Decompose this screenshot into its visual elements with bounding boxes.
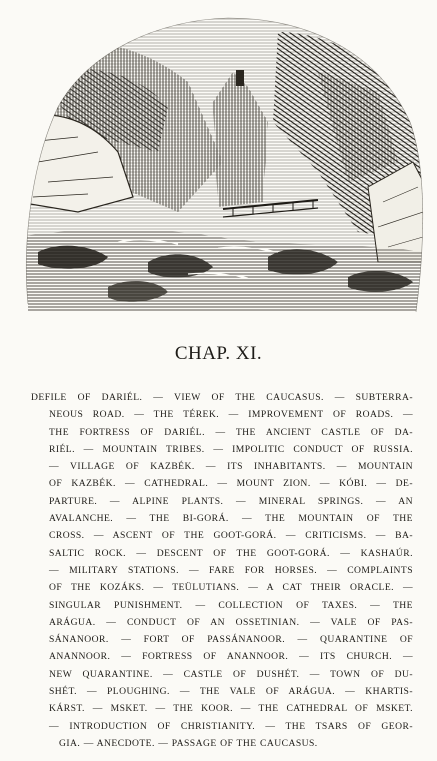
- summary-line: AVALANCHE. — THE BI-GORÁ. — THE MOUNTAIN OF THE: [49, 513, 413, 525]
- summary-line: OF KAZBÉK. — CATHEDRAL. — MOUNT ZION. — KÓBI. — DE-: [49, 478, 413, 490]
- summary-line: SALTIC ROCK. — DESCENT OF THE GOOT-GORÁ. — KASHAÚR.: [49, 547, 413, 559]
- summary-line: NEW QUARANTINE. — CASTLE OF DUSHÉT. — TOWN OF DU-: [49, 668, 413, 680]
- mountain-gorge-engraving: [18, 12, 426, 326]
- summary-line: SHÉT. — PLOUGHING. — THE VALE OF ARÁGUA. — KHARTIS-: [49, 686, 413, 698]
- summary-line: SINGULAR PUNISHMENT. — COLLECTION OF TAXES. — THE: [49, 599, 413, 611]
- summary-line: GIA. — ANECDOTE. — PASSAGE OF THE CAUCASUS.: [59, 737, 318, 749]
- summary-line: — VILLAGE OF KAZBÉK. — ITS INHABITANTS. — MOUNTAIN: [49, 461, 413, 473]
- summary-line: ANANNOOR. — FORTRESS OF ANANNOOR. — ITS CHURCH. —: [49, 651, 413, 663]
- summary-line: CROSS. — ASCENT OF THE GOOT-GORÁ. — CRITICISMS. — BA-: [49, 530, 413, 542]
- summary-line: RIÉL. — MOUNTAIN TRIBES. — IMPOLITIC CONDUCT OF RUSSIA.: [49, 443, 413, 455]
- summary-line: ARÁGUA. — CONDUCT OF AN OSSETINIAN. — VALE OF PAS-: [49, 616, 413, 628]
- summary-line: OF THE KOZÁKS. — TEÜLUTIANS. — A CAT THEIR ORACLE. —: [49, 582, 413, 594]
- summary-line: PARTURE. — ALPINE PLANTS. — MINERAL SPRINGS. — AN: [49, 495, 413, 507]
- summary-line: NEOUS ROAD. — THE TÉREK. — IMPROVEMENT OF ROADS. —: [49, 409, 413, 421]
- summary-line: THE FORTRESS OF DARIÉL. — THE ANCIENT CASTLE OF DA-: [49, 426, 413, 438]
- summary-line: — INTRODUCTION OF CHRISTIANITY. — THE TSARS OF GEOR-: [49, 720, 413, 732]
- summary-line: SÁNANOOR. — FORT OF PASSÁNANOOR. — QUARANTINE OF: [49, 634, 413, 646]
- chapter-heading: CHAP. XI.: [174, 343, 263, 364]
- summary-line: DEFILE OF DARIÉL. — VIEW OF THE CAUCASUS. — SUBTERRA-: [31, 392, 413, 403]
- summary-line: — MILITARY STATIONS. — FARE FOR HORSES. — COMPLAINTS: [49, 564, 413, 576]
- chapter-summary: [31, 389, 413, 752]
- summary-line: KÁRST. — MSKET. — THE KOOR. — THE CATHEDRAL OF MSKET.: [49, 703, 413, 715]
